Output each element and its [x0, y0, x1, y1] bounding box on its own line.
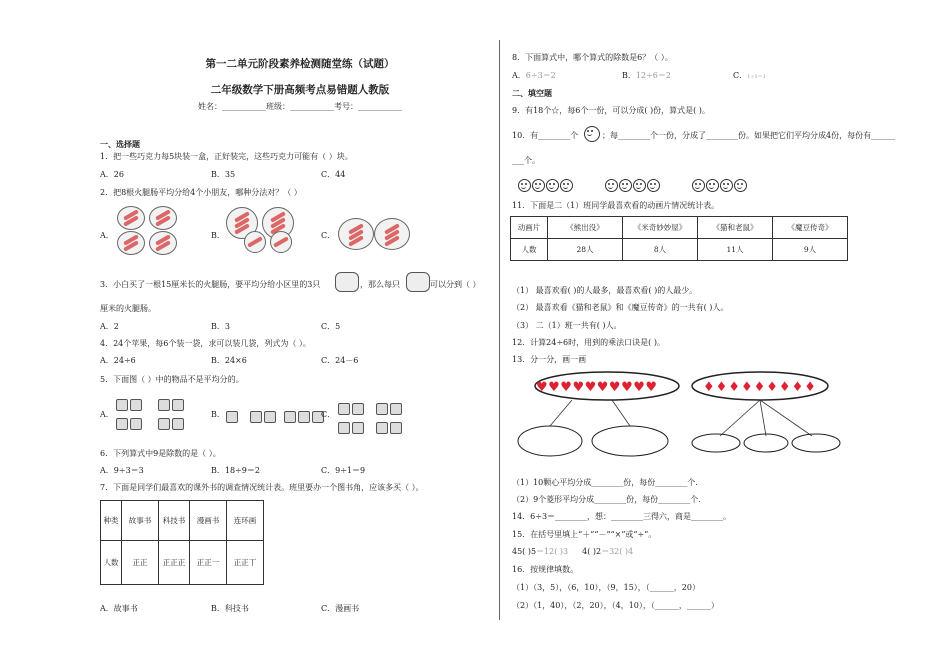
table-cell: 人数	[511, 239, 548, 261]
question-11-1: （1） 最喜欢看( )的人最多，最喜欢看( )的人最少。	[512, 286, 698, 295]
bag-icon	[158, 399, 170, 411]
table-cell: 9人	[773, 239, 848, 261]
answer-oval	[518, 426, 582, 456]
hearts-row: ♥♥♥♥♥♥♥♥♥♥	[536, 380, 658, 395]
table-header-cell: 故事书	[122, 501, 159, 541]
table-cell: 11人	[698, 239, 773, 261]
bag-icon	[352, 422, 364, 434]
bag-icon	[264, 411, 276, 423]
q2-option-b: B．	[211, 231, 225, 240]
q2-option-c: C．	[321, 231, 336, 240]
exam-title: 第一二单元阶段素养检测随堂练（试题）	[205, 58, 395, 70]
q8-option-b: B．12÷6＝2	[622, 71, 671, 80]
bag-icon	[250, 411, 262, 423]
smiley-icon	[546, 179, 559, 192]
table-header-cell: 动画片	[511, 217, 548, 239]
question-3-part4: 厘米的火腿肠。	[100, 304, 156, 313]
smiley-icon	[647, 179, 660, 192]
question-13-2: （2）9个菱形平均分成________份，每份________个.	[512, 495, 701, 504]
q5-bags-b	[226, 406, 326, 425]
question-3-part1: 3．小白买了一根15厘米长的火腿肠，要平均分给小区里的3只	[100, 280, 321, 289]
smiley-icon	[734, 179, 747, 192]
table-cell: 28人	[548, 239, 623, 261]
bag-icon	[390, 403, 402, 415]
q8-option-c: C．1÷1＝1	[733, 71, 766, 80]
q5-option-a: A．	[100, 410, 114, 419]
question-11: 11．下面是二（1）班同学最喜欢看的动画片情况统计表。	[512, 201, 720, 210]
q4-option-b: B．24×6	[211, 356, 247, 365]
question-4: 4．24个苹果，每6个装一袋，求可以装几袋，列式为（ ）。	[100, 339, 311, 348]
question-9: 9．有18个☆，每6个一份，可以分成( )份，算式是( )。	[512, 106, 710, 115]
table-cell: 正正	[122, 541, 159, 585]
question-2: 2．把8根火腿肠平均分给4个小朋友，哪种分法对？（ ）	[100, 188, 302, 197]
bag-icon	[130, 418, 142, 430]
column-divider	[499, 40, 500, 620]
table-header-cell: 种类	[101, 501, 122, 541]
sharing-diagram	[512, 368, 842, 464]
bag-icon	[226, 411, 238, 423]
answer-oval	[592, 426, 668, 456]
q4-option-a: A．24÷6	[100, 356, 136, 365]
question-5: 5．下面图（ ）中的物品不是平均分的。	[100, 375, 244, 384]
table-cell: 正正丅	[227, 541, 264, 585]
table-header-cell: 《米奇妙妙屋》	[623, 217, 698, 239]
smiley-icon	[619, 179, 632, 192]
bag-icon	[158, 418, 170, 430]
q3-option-c: C．5	[321, 322, 341, 331]
question-7: 7．下面是同学们最喜欢的课外书的调查情况统计表。班里要办一个图书角，应该多买（ ）。	[100, 483, 424, 492]
table-header-cell: 漫画书	[190, 501, 227, 541]
q2-option-a: A．	[100, 231, 114, 240]
arrow-line	[760, 400, 766, 436]
bag-icon	[376, 403, 388, 415]
smiley-icon	[518, 179, 531, 192]
table-header-cell: 《熊出没》	[548, 217, 623, 239]
smiley-icon	[720, 179, 733, 192]
smiley-icon	[584, 126, 600, 142]
q1-option-b: B．35	[211, 170, 236, 179]
bag-icon	[172, 418, 184, 430]
table-header-cell: 连环画	[227, 501, 264, 541]
section-fill-heading: 二、填空题	[512, 88, 552, 98]
cartoon-survey-table	[510, 216, 848, 261]
question-16: 16．按规律填数。	[512, 565, 579, 574]
table-header-cell: 《魔豆传奇》	[773, 217, 848, 239]
smiley-group-1	[518, 175, 574, 194]
table-cell: 人数	[101, 541, 122, 585]
q6-option-c: C．9÷1＝9	[321, 466, 366, 475]
smiley-icon	[706, 179, 719, 192]
bag-icon	[172, 399, 184, 411]
q5-bags-a	[116, 394, 186, 432]
table-header-cell: 《猫和老鼠》	[698, 217, 773, 239]
question-16-1: （1）（3，5），（6，10），（9，15），（______，20）	[512, 583, 700, 592]
bag-icon	[284, 411, 296, 423]
q7-option-c: C．漫画书	[321, 604, 360, 613]
q5-option-b: B．	[211, 410, 225, 419]
question-13-1: （1）10颗心平均分成________份，每份________个.	[512, 478, 698, 487]
bag-icon	[390, 422, 402, 434]
smiley-icon	[605, 179, 618, 192]
dog-icon	[335, 272, 359, 292]
bag-icon	[376, 422, 388, 434]
question-11-2: （2） 最喜欢看《猫和老鼠》和《魔豆传奇》的一共有( )人。	[512, 303, 729, 312]
smiley-icon	[560, 179, 573, 192]
arrow-line	[760, 400, 812, 436]
diamonds-row: ♦♦♦♦♦♦♦♦♦	[703, 380, 817, 395]
question-15-expressions: 45( )5＝12( )3 4( )2＝32( )4	[512, 547, 634, 556]
question-6: 6．下列算式中9是除数的是（ ）。	[100, 449, 221, 458]
arrow-line	[550, 400, 572, 426]
question-12: 12．计算24÷6时，用到的乘法口诀是( )。	[512, 338, 665, 347]
arrow-line	[720, 400, 760, 436]
q6-option-b: B．18÷9＝2	[211, 466, 260, 475]
table-cell: 正正一	[190, 541, 227, 585]
book-survey-table	[100, 500, 264, 585]
q4-option-c: C．24－6	[321, 356, 359, 365]
arrow-line	[612, 400, 630, 426]
exam-subtitle: 二年级数学下册高频考点易错题人教版	[210, 84, 390, 96]
question-10-part1: 10．有________个	[512, 131, 579, 140]
q3-option-a: A．2	[100, 322, 119, 331]
table-header-cell: 科技书	[159, 501, 190, 541]
question-10-part3: ___个。	[512, 156, 540, 165]
q5-option-c: C．	[321, 410, 336, 419]
question-14: 14．6÷3＝________，想：________三得六，商是________。	[512, 512, 732, 521]
student-info-line: 姓名：___________班级：___________考号：___________	[198, 102, 402, 111]
table-cell: 8人	[623, 239, 698, 261]
q6-option-a: A．9÷3＝3	[100, 466, 144, 475]
question-16-2: （2）（1，40），（2，20），（4，10），（______，______）	[512, 601, 719, 610]
q5-bags-c	[338, 398, 404, 436]
question-8: 8．下面算式中，哪个算式的除数是6？（ ）。	[512, 53, 673, 62]
question-10-part2: ；每________个一份，分成了________份。如果把它们平均分成4份，每份有______	[602, 131, 896, 140]
q8-option-a: A．6÷3＝2	[512, 71, 556, 80]
question-1: 1．把一些巧克力每5块装一盒，正好装完，这些巧克力可能有（ ）块。	[100, 152, 353, 161]
answer-oval	[744, 434, 788, 452]
question-13: 13．分一分，画一画	[512, 355, 587, 364]
dog-icon	[406, 272, 430, 292]
section-choice-heading: 一、选择题	[100, 139, 140, 149]
bag-icon	[298, 411, 310, 423]
bag-icon	[338, 403, 350, 415]
smiley-group-2	[605, 175, 661, 194]
question-3-part2: ，那么每只	[360, 280, 400, 289]
question-3-part3: 可以分到（ ）	[430, 280, 481, 289]
question-15: 15．在括号里填上“＋”“－”“×”或“÷”。	[512, 530, 657, 539]
smiley-icon	[532, 179, 545, 192]
bag-icon	[116, 418, 128, 430]
q1-option-a: A．26	[100, 170, 124, 179]
q7-option-b: B．科技书	[211, 604, 249, 613]
q7-option-a: A．故事书	[100, 604, 138, 613]
smiley-group-3	[692, 175, 748, 194]
answer-oval	[692, 434, 740, 452]
bag-icon	[338, 422, 350, 434]
smiley-icon	[692, 179, 705, 192]
answer-oval	[792, 434, 840, 452]
table-cell: 正正正	[159, 541, 190, 585]
bag-icon	[352, 403, 364, 415]
bag-icon	[130, 399, 142, 411]
q1-option-c: C．44	[321, 170, 346, 179]
q3-option-b: B．3	[211, 322, 230, 331]
smiley-icon	[633, 179, 646, 192]
question-11-3: （3） 二（1）班一共有( )人。	[512, 321, 622, 330]
bag-icon	[116, 399, 128, 411]
